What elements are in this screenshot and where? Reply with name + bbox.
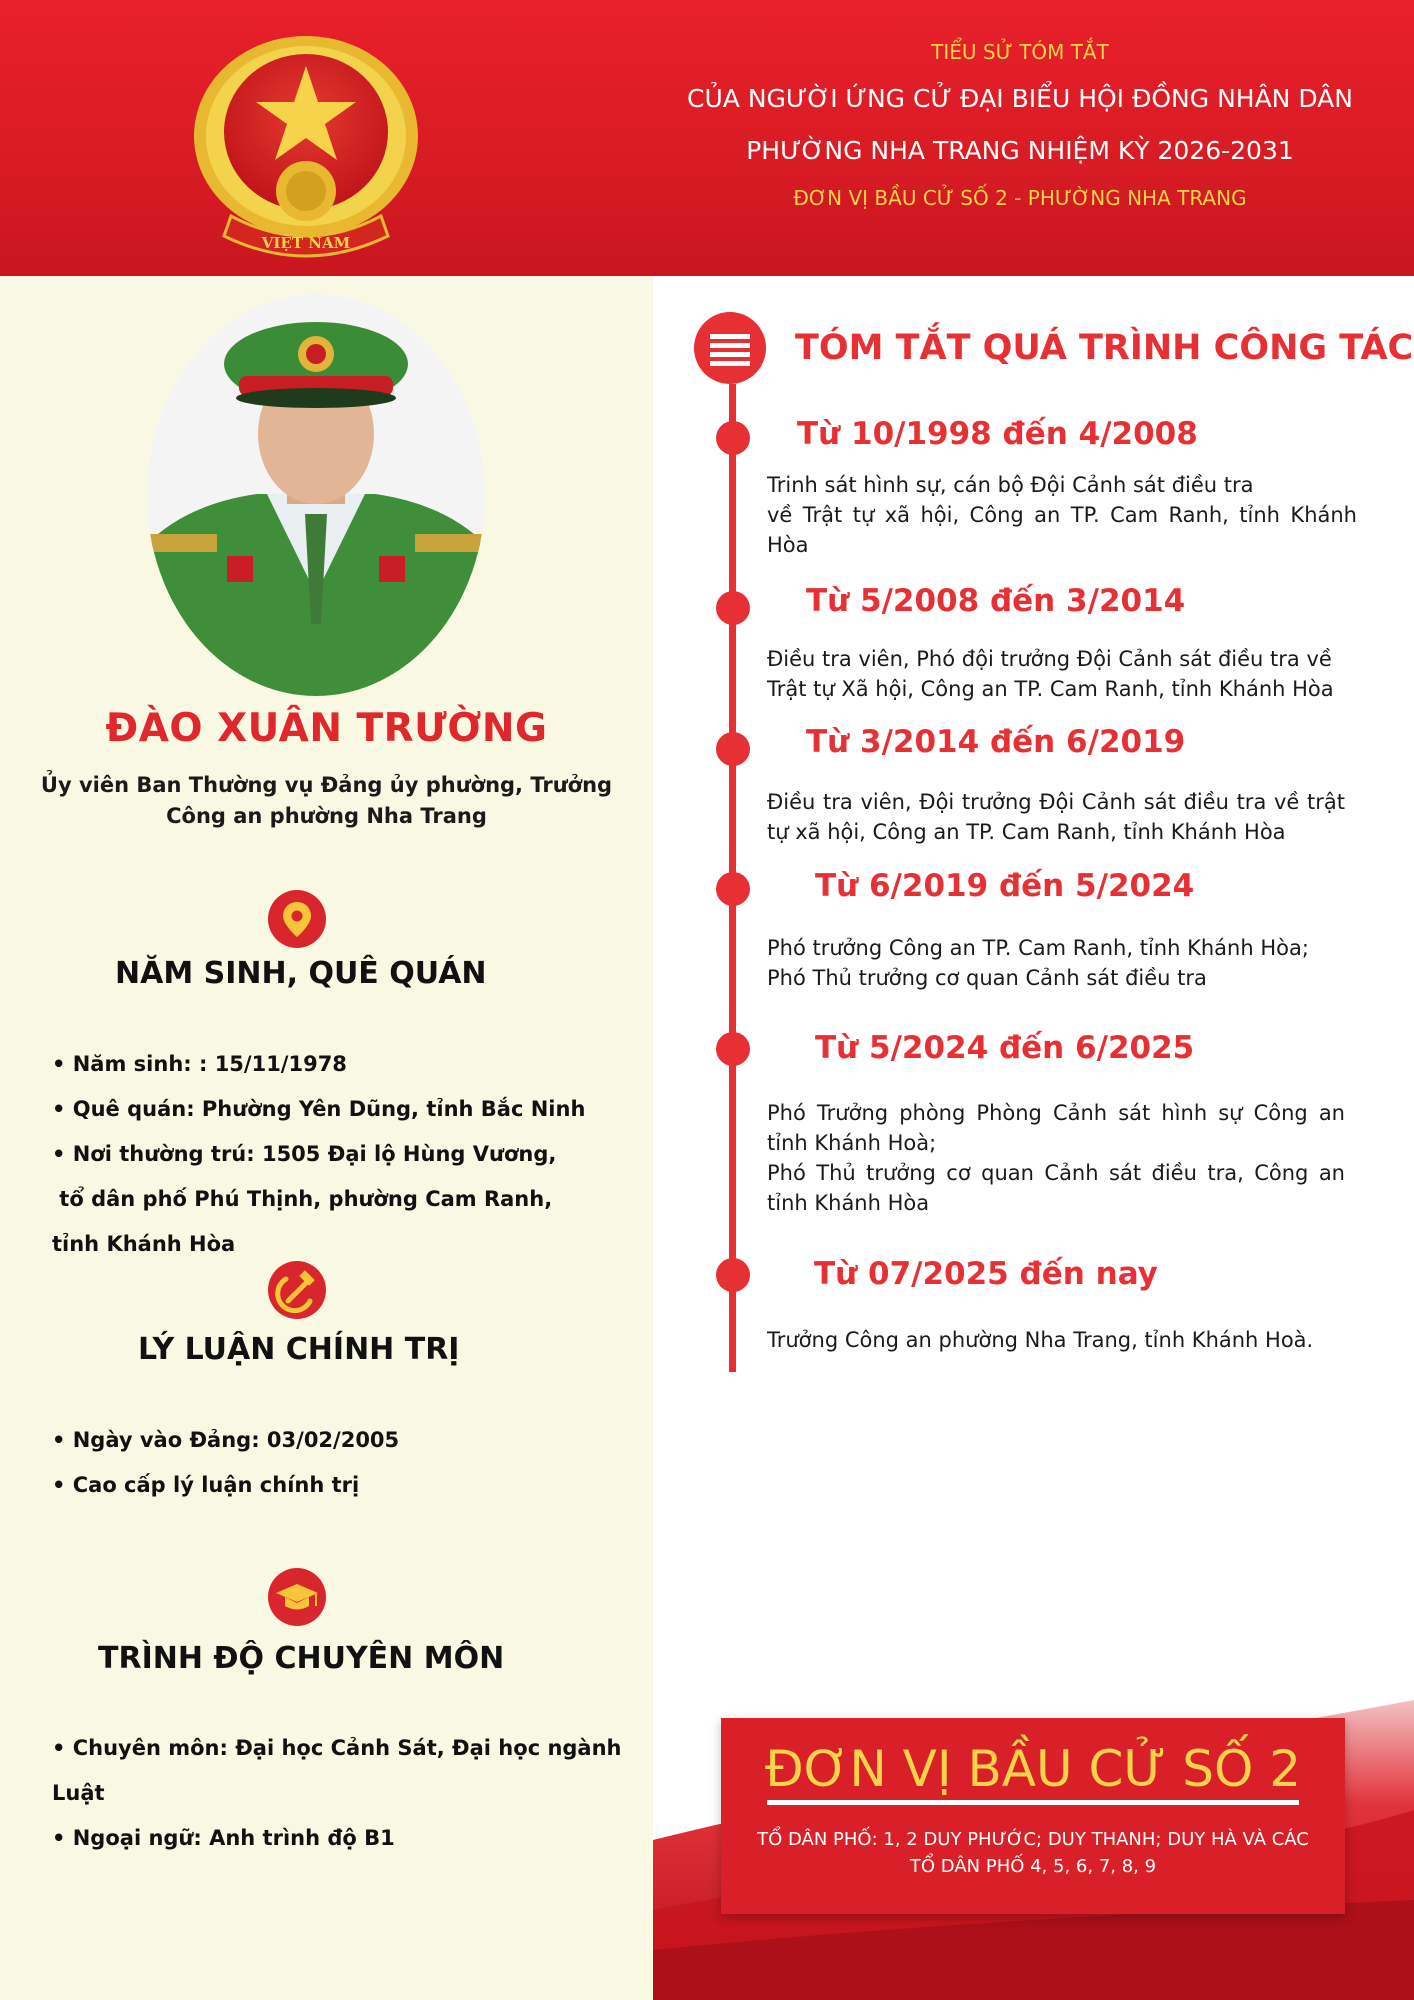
list-item: Luật	[52, 1781, 105, 1805]
officer-portrait-icon	[147, 294, 485, 696]
timeline-period: Từ 6/2019 đến 5/2024	[815, 868, 1195, 904]
svg-text:VIỆT NAM: VIỆT NAM	[261, 234, 351, 252]
description-line: Điều tra viên, Phó đội trưởng Đội Cảnh sát điều tra về	[767, 647, 1332, 671]
portrait-photo	[147, 294, 485, 696]
location-pin-icon	[268, 890, 326, 948]
timeline-description	[767, 787, 1345, 847]
description-line: tự xã hội, Công an TP. Cam Ranh, tỉnh Khánh Hòa	[767, 820, 1286, 844]
description-line: tỉnh Khánh Hòa	[767, 1191, 930, 1215]
timeline-period: Từ 10/1998 đến 4/2008	[797, 416, 1198, 452]
politics-section-title: LÝ LUẬN CHÍNH TRỊ	[138, 1332, 460, 1367]
timeline-description	[767, 1098, 1345, 1218]
timeline-dot	[716, 872, 750, 906]
description-line: Phó Trưởng phòng Phòng Cảnh sát hình sự Công an	[767, 1101, 1345, 1125]
timeline-dot	[716, 732, 750, 766]
timeline-dot	[716, 591, 750, 625]
position-line-2: Công an phường Nha Trang	[166, 804, 487, 828]
header-line-4: ĐƠN VỊ BẦU CỬ SỐ 2 - PHƯỜNG NHA TRANG	[793, 186, 1247, 210]
divider	[767, 1800, 1299, 1805]
list-item: • Quê quán: Phường Yên Dũng, tỉnh Bắc Ninh	[52, 1097, 586, 1121]
education-section-list	[52, 1726, 622, 1861]
timeline-description	[767, 1325, 1357, 1355]
header-line-1: TIỂU SỬ TÓM TẮT	[931, 40, 1109, 64]
description-line: Trưởng Công an phường Nha Trang, tỉnh Khánh Hoà.	[767, 1328, 1314, 1352]
timeline-dot	[716, 1032, 750, 1066]
list-item: • Ngoại ngữ: Anh trình độ B1	[52, 1826, 395, 1850]
header-banner	[0, 0, 1414, 276]
birth-section-title: NĂM SINH, QUÊ QUÁN	[115, 956, 487, 991]
description-line: Phó Thủ trưởng cơ quan Cảnh sát điều tra, Công an	[767, 1161, 1345, 1185]
national-emblem-icon	[183, 26, 429, 272]
timeline-period: Từ 3/2014 đến 6/2019	[806, 724, 1186, 760]
description-line: Phó trưởng Công an TP. Cam Ranh, tỉnh Khánh Hòa;	[767, 936, 1309, 960]
timeline-dot	[716, 421, 750, 455]
list-icon	[694, 312, 766, 384]
description-line: Trật tự Xã hội, Công an TP. Cam Ranh, tỉnh Khánh Hòa	[767, 677, 1334, 701]
birth-section-list	[52, 1042, 585, 1267]
list-item: • Chuyên môn: Đại học Cảnh Sát, Đại học ngành	[52, 1736, 622, 1760]
electoral-unit-subtitle	[741, 1826, 1325, 1880]
list-item: • Cao cấp lý luận chính trị	[52, 1473, 360, 1497]
education-section-title: TRÌNH ĐỘ CHUYÊN MÔN	[98, 1641, 505, 1676]
timeline-dot	[716, 1258, 750, 1292]
graduation-cap-icon	[268, 1568, 326, 1626]
description-line: Hòa	[767, 533, 809, 557]
subtitle-line: TỔ DÂN PHỐ 4, 5, 6, 7, 8, 9	[909, 1856, 1157, 1877]
description-line: Phó Thủ trưởng cơ quan Cảnh sát điều tra	[767, 966, 1207, 990]
list-item: tổ dân phố Phú Thịnh, phường Cam Ranh,	[52, 1187, 553, 1211]
timeline-description	[767, 933, 1357, 993]
description-line: về Trật tự xã hội, Công an TP. Cam Ranh, tỉnh Khánh	[767, 503, 1357, 527]
header-line-3: PHƯỜNG NHA TRANG NHIỆM KỲ 2026-2031	[746, 136, 1294, 165]
list-item: • Ngày vào Đảng: 03/02/2005	[52, 1428, 400, 1452]
description-line: Trinh sát hình sự, cán bộ Đội Cảnh sát điều tra	[767, 473, 1254, 497]
electoral-unit-box	[721, 1718, 1345, 1914]
candidate-position	[30, 770, 623, 832]
position-line-1: Ủy viên Ban Thường vụ Đảng ủy phường, Trưởng	[40, 773, 613, 797]
description-line: Điều tra viên, Đội trưởng Đội Cảnh sát điều tra về trật	[767, 790, 1345, 814]
timeline-description	[767, 644, 1357, 704]
header-line-2: CỦA NGƯỜI ỨNG CỬ ĐẠI BIỂU HỘI ĐỒNG NHÂN DÂN	[687, 84, 1353, 113]
list-item: • Nơi thường trú: 1505 Đại lộ Hùng Vương,	[52, 1142, 557, 1166]
electoral-unit-title: ĐƠN VỊ BẦU CỬ SỐ 2	[764, 1740, 1302, 1798]
subtitle-line: TỔ DÂN PHỐ: 1, 2 DUY PHƯỚC; DUY THANH; DUY HÀ VÀ CÁC	[757, 1829, 1309, 1850]
timeline-period: Từ 5/2024 đến 6/2025	[815, 1030, 1195, 1066]
list-item: tỉnh Khánh Hòa	[52, 1232, 236, 1256]
politics-section-list	[52, 1418, 399, 1508]
timeline-period: Từ 07/2025 đến nay	[814, 1256, 1158, 1292]
career-section-title: TÓM TẮT QUÁ TRÌNH CÔNG TÁC	[795, 328, 1414, 368]
list-item: • Năm sinh: : 15/11/1978	[52, 1052, 347, 1076]
hammer-sickle-icon	[268, 1261, 326, 1319]
candidate-name: ĐÀO XUÂN TRƯỜNG	[105, 706, 548, 751]
description-line: tỉnh Khánh Hoà;	[767, 1131, 937, 1155]
timeline-period: Từ 5/2008 đến 3/2014	[806, 583, 1186, 619]
timeline-description	[767, 470, 1357, 560]
